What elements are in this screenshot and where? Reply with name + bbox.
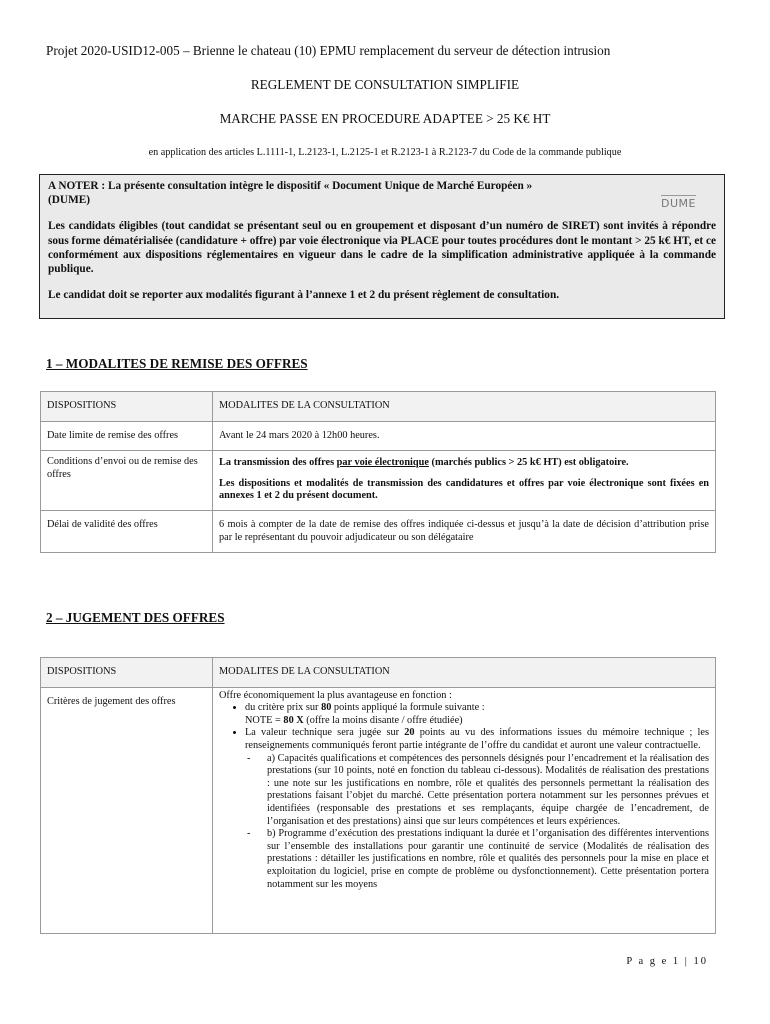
row-label: Date limite de remise des offres [41, 421, 213, 451]
criteria-list [219, 702, 709, 891]
legal-reference: en application des articles L.1111-1, L.2123-1, L.2125-1 et R.2123-1 à R.2123-7 du Code de la commande publique [148, 147, 622, 158]
submission-table [40, 391, 716, 553]
list-item: - b) Programme d’exécution des prestations indiquant la durée et l’organisation des différentes interventions sur l’ensemble des installations pour garantir une continuité de service (Modalités de réalisation des prestations : détailler les justifications en nombre, rôle et qualités des personnels pour la mise en place et exploitation du logiciel, prise en compte de problème ou dysfonctionnement). Cette présentation portera notamment sur les moyens [267, 828, 709, 891]
table-header-row [41, 658, 716, 688]
annex-provisions-text: Les dispositions et modalités de transmission des candidatures et offres par voie électronique sont fixées en annexes 1 et 2 du présent document. [219, 477, 709, 502]
row-value [213, 451, 716, 511]
notice-line1: A NOTER : La présente consultation intègre le dispositif « Document Unique de Marché Européen » [48, 180, 533, 192]
table-row [41, 421, 716, 451]
evaluation-table [40, 657, 716, 934]
table-row [41, 451, 716, 511]
criteria-intro: Offre économiquement la plus avantageuse en fonction : [219, 689, 452, 701]
list-item: - a) Capacités qualifications et compétences des personnels désignés pour l’encadrement et la réalisation des prestations (sur 10 points, noté en fonction du tableau ci-dessous). Modalités de réalisation des prestations : une note sur les justifications en nombre, rôle et qualités des personnels permettant la réalisation des prestations faisant l’objet du marché. Cette présentation portera notamment sur les personnes prévues et identifiées (responsable des prestations et ses remplaçants, équipe chargée de l’encadrement, de l’organisation et des prestations) ainsi que sur leurs compétences et leurs expériences. [267, 753, 709, 829]
column-header: MODALITES DE LA CONSULTATION [213, 392, 716, 422]
notice-line2: (DUME) [48, 194, 91, 207]
column-header: DISPOSITIONS [41, 392, 213, 422]
project-header: Projet 2020-USID12-005 – Brienne le chateau (10) EPMU remplacement du serveur de détection intrusion [46, 43, 611, 58]
sub-criteria-list [245, 753, 709, 892]
doc-title: REGLEMENT DE CONSULTATION SIMPLIFIE [250, 77, 520, 92]
list-item: • La valeur technique sera jugée sur 20 points au vu des informations issues du mémoire technique ; les renseignements communiqués feront partie intégrante de l’offre du candidat et auront une valeur contractuelle. - a) Capacités qualifications et compétences des personnels désignés pour l’encadrement et la réalisation des prestations (sur 10 points, noté en fonction du tableau ci-dessous). Modalités de réalisation des prestations : une note sur les justifications en nombre, rôle et qualités des personnels permettant la réalisation des prestations faisant l’objet du marché. Cette présentation portera notamment sur les personnes prévues et identifiées (responsable des prestations et ses remplaçants, équipe chargée de l’encadrement, de l’organisation et des prestations) ainsi que sur leurs compétences et leurs expériences. - b) Programme d’exécution des prestations indiquant la durée et l’organisation des différentes interventions sur l’ensemble des installations pour garantir une continuité de service (Modalités de réalisation des prestations : détailler les justifications en nombre, rôle et qualités des personnels pour la mise en place et exploitation du logiciel, prise en compte de problème ou dysfonctionnement). Cette présentation portera notamment sur les moyens [245, 727, 709, 891]
row-label: Critères de jugement des offres [41, 687, 213, 933]
row-value [213, 687, 716, 933]
doc-subtitle: MARCHE PASSE EN PROCEDURE ADAPTEE > 25 K€ HT [219, 111, 551, 126]
row-label: Délai de validité des offres [41, 510, 213, 552]
notice-paragraph: Les candidats éligibles (tout candidat se présentant seul ou en groupement et disposant d’un numéro de SIRET) sont invités à répondre sous forme dématérialisée (candidature + offre) par voie électronique via PLACE pour toutes procédures dont le montant > 25 k€ HT, et ce conformément aux dispositions réglementaires en vigueur dans le cadre de la simplification administrative appliquée à la commande publique. [48, 220, 716, 276]
page-number: P a g e 1 | 10 [626, 956, 708, 967]
transmission-text-end: (marchés publics > 25 k€ HT) est obligatoire. [428, 457, 629, 469]
row-value: 6 mois à compter de la date de remise des offres indiquée ci-dessus et jusqu’à la date de décision d’attribution prise par le représentant du pouvoir adjudicateur ou son délégataire [213, 510, 716, 552]
notice-annex-reference: Le candidat doit se reporter aux modalités figurant à l’annexe 1 et 2 du présent règlement de consultation. [48, 289, 560, 302]
dume-logo: DUME [661, 197, 696, 210]
table-row [41, 510, 716, 552]
transmission-text: La transmission des offres [219, 457, 337, 469]
table-row [41, 687, 716, 933]
dume-notice-box [39, 174, 725, 319]
section1-title: 1 – MODALITES DE REMISE DES OFFRES [46, 356, 308, 371]
row-label: Conditions d’envoi ou de remise des offres [41, 451, 213, 511]
column-header: MODALITES DE LA CONSULTATION [213, 658, 716, 688]
list-item: • du critère prix sur 80 points appliqué la formule suivante : NOTE = 80 X (offre la moins disante / offre étudiée) [245, 702, 709, 727]
section2-title: 2 – JUGEMENT DES OFFRES [46, 610, 225, 625]
table-header-row [41, 392, 716, 422]
row-value: Avant le 24 mars 2020 à 12h00 heures. [213, 421, 716, 451]
column-header: DISPOSITIONS [41, 658, 213, 688]
electronic-means-text: par voie électronique [336, 457, 429, 469]
